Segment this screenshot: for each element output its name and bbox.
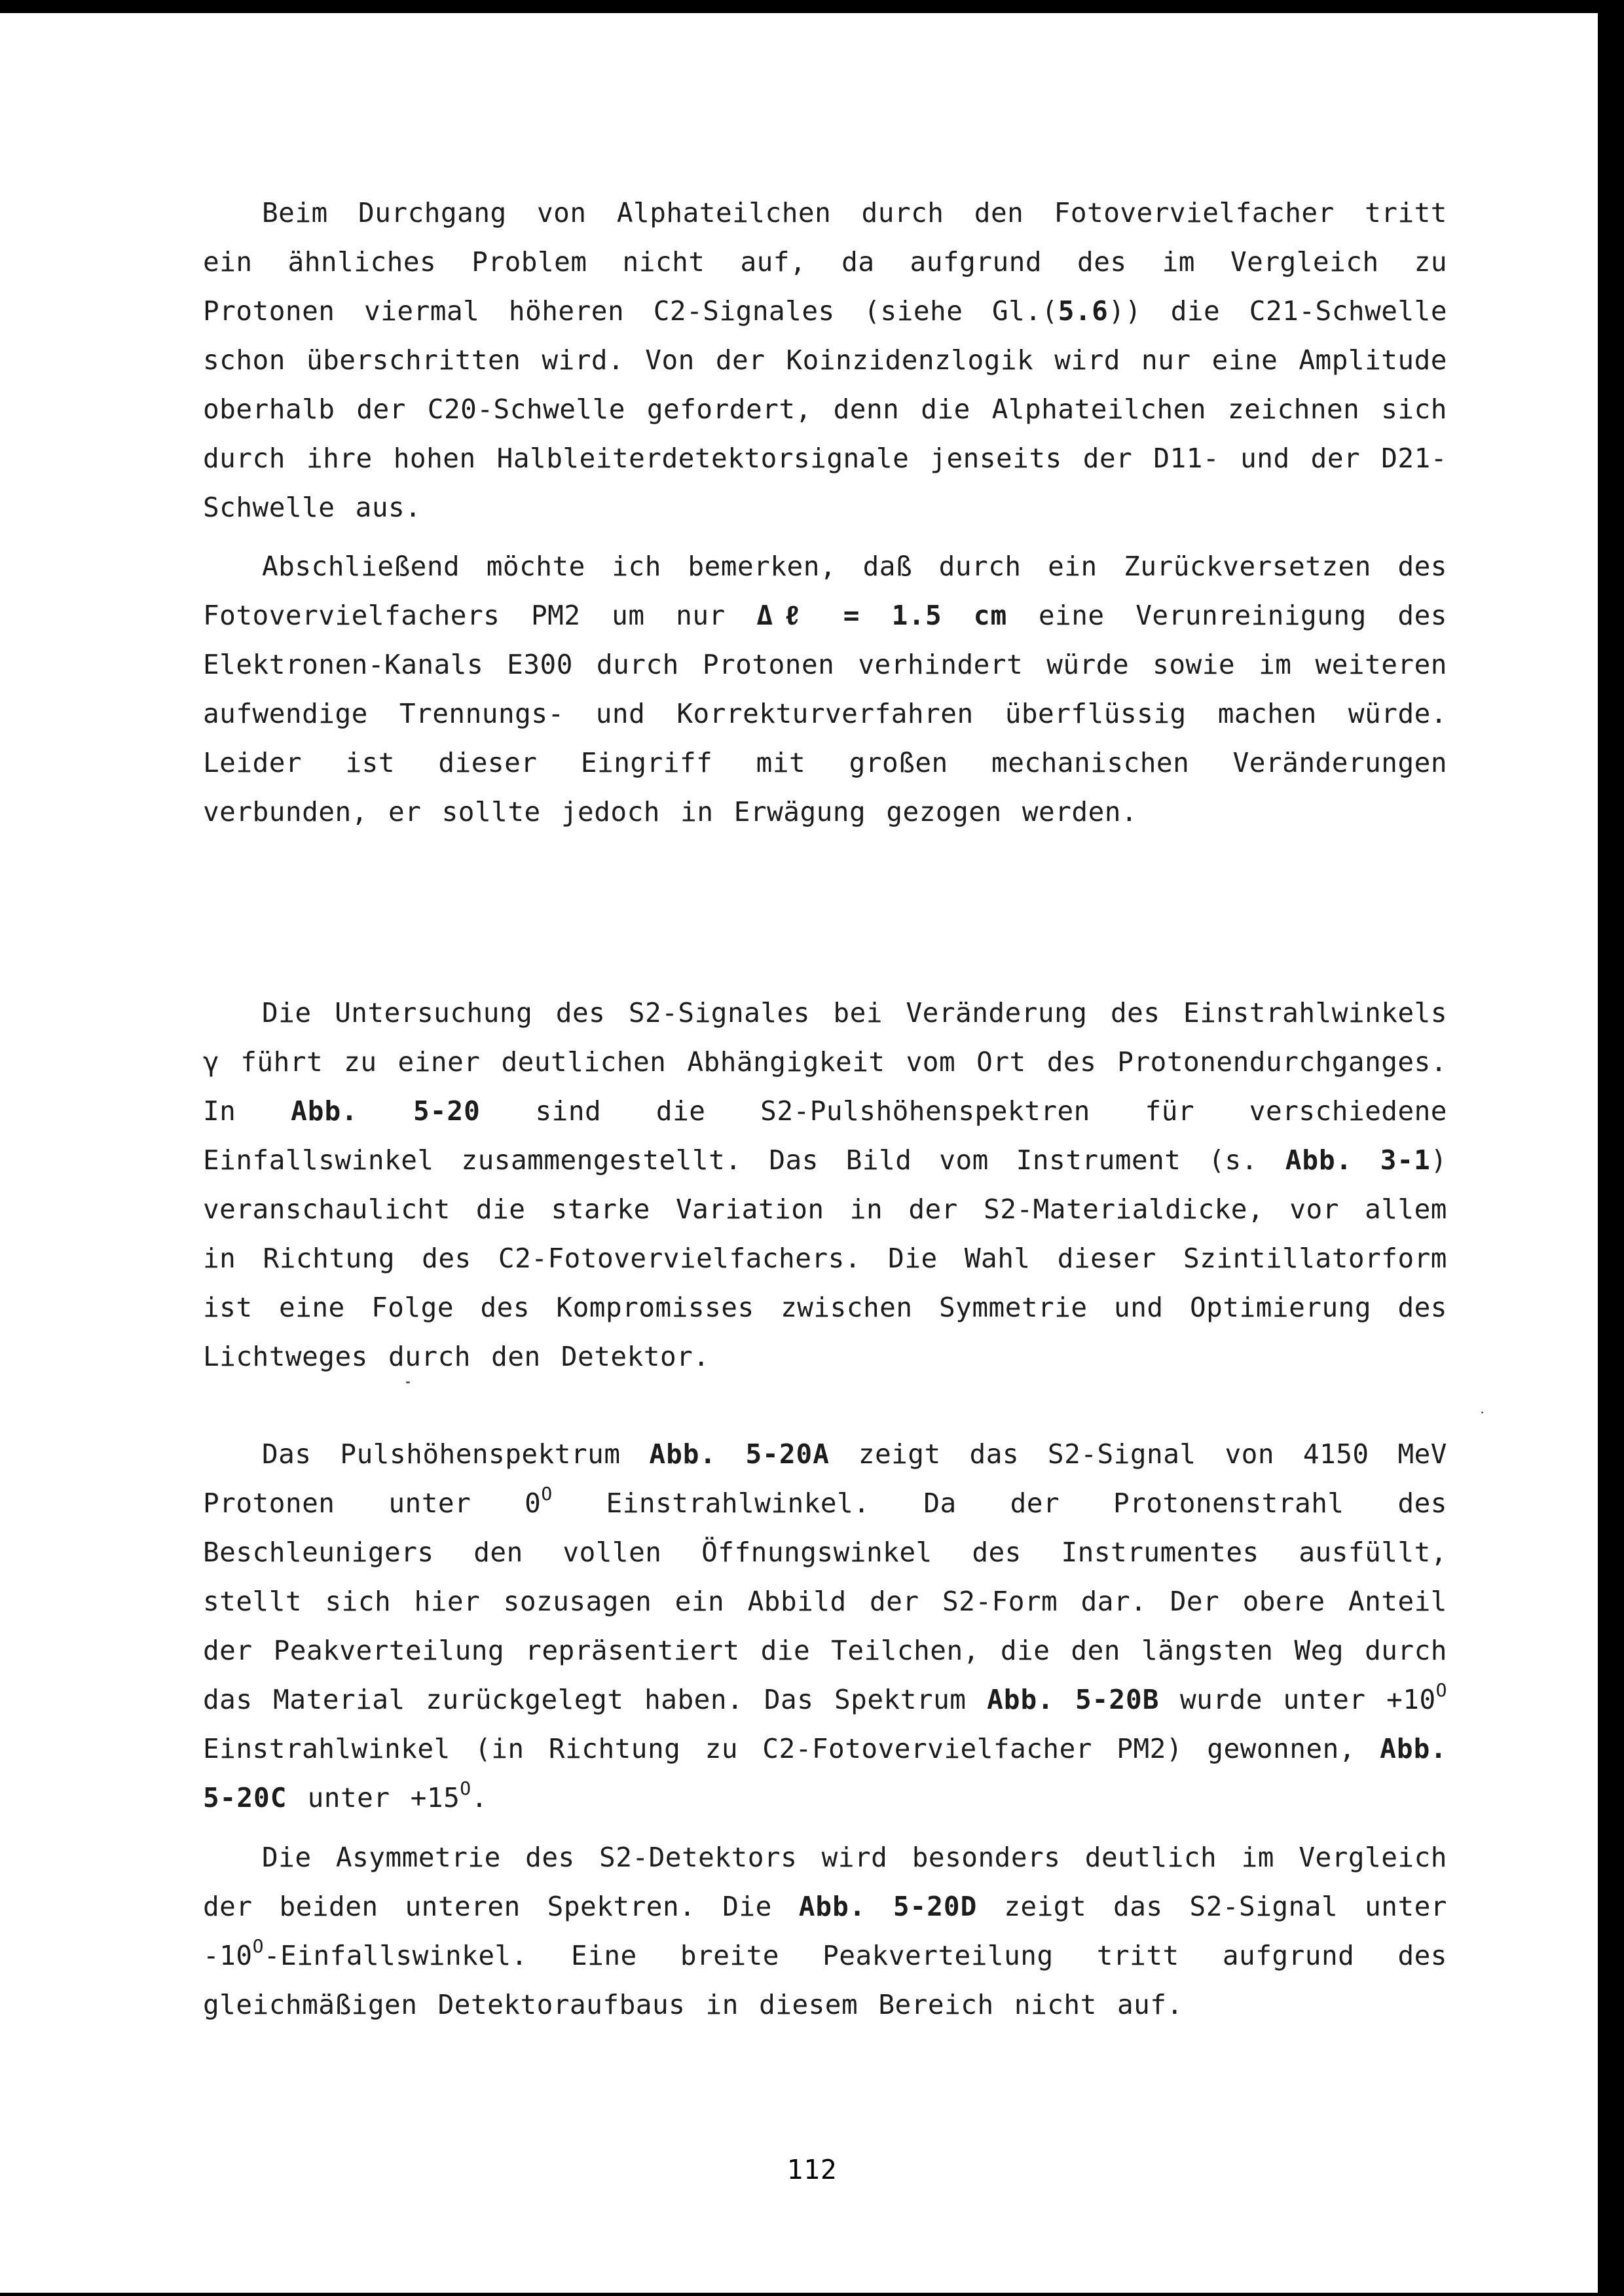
- paragraph-text: -Einfallswinkel. Eine breite Peakverteilung tritt aufgrund des gleichmäßigen Detektoraufbaus in diesem Bereich nicht auf.: [203, 1940, 1447, 2020]
- paragraph-text: )) die C21-Schwelle schon überschritten wird. Von der Koinzidenzlogik wird nur eine Amplitude oberhalb der C20-Schwelle gefordert, denn die Alphateilchen zeichnen sich durch ihre hohen Halbleiterdetektorsignale jenseits der D11- und der D21-Schwelle aus.: [203, 295, 1448, 523]
- paragraph-text: Beim Durchgang von Alphateilchen durch den Fotovervielfacher tritt ein ähnliches Problem nicht auf, da aufgrund des im Vergleich zu Protonen viermal höheren C2-Signales (siehe Gl.(: [203, 197, 1447, 327]
- figure-reference: Abb. 3-1: [1285, 1144, 1431, 1176]
- paragraph-s2-signal-angle: [203, 989, 1447, 1381]
- paragraph-conclusion-pm2: [203, 542, 1447, 837]
- paragraph-text: Das Pulshöhenspektrum: [262, 1438, 650, 1470]
- paragraph-text: Einstrahlwinkel. Da der Protonenstrahl des Beschleunigers den vollen Öffnungswinkel des Instrumentes ausfüllt, stellt sich hier sozusagen ein Abbild der S2-Form dar. Der obere Anteil der Peakverteilung repräsentiert die Teilchen, die den längsten Weg durch das Material zurückgelegt haben. Das Spektrum: [203, 1487, 1447, 1715]
- paragraph-text: wurde unter +10: [1159, 1684, 1436, 1715]
- degree-superscript: O: [1435, 1679, 1447, 1702]
- paragraph-text: sind die S2-Pulshöhenspektren für verschiedene Einfallswinkel zusammengestellt. Das Bild vom Instrument (s.: [203, 1095, 1447, 1176]
- paragraph-pulse-height-spectrum: [203, 1430, 1447, 1823]
- figure-reference: Abb. 5-20D: [798, 1891, 978, 1922]
- figure-reference: 5.6: [1058, 295, 1109, 327]
- paragraph-text: Die Untersuchung des S2-Signales bei Veränderung des Einstrahlwinkels γ führt zu einer deutlichen Abhängigkeit vom Ort des Protonendurchganges. In: [203, 997, 1447, 1127]
- paragraph-text: zeigt das S2-Signal unter -10: [203, 1891, 1447, 1971]
- scan-speck: [1481, 1412, 1483, 1413]
- figure-reference: Abb. 5-20A: [649, 1438, 830, 1470]
- paragraph-alpha-particles: [203, 189, 1447, 532]
- degree-superscript: O: [460, 1777, 471, 1800]
- paragraph-text: eine Verunreinigung des Elektronen-Kanals E300 durch Protonen verhindert würde sowie im weiteren aufwendige Trennungs- und Korrekturverfahren überflüssig machen würde. Leider ist dieser Eingriff mit großen mechanischen Veränderungen verbunden, er sollte jedoch in Erwägung gezogen werden.: [203, 600, 1447, 828]
- paragraph-text: Einstrahlwinkel (in Richtung zu C2-Fotovervielfacher PM2) gewonnen,: [203, 1733, 1380, 1764]
- degree-superscript: O: [252, 1935, 264, 1958]
- figure-reference: Abb. 5-20B: [987, 1684, 1160, 1715]
- paragraph-text: unter +15: [287, 1782, 460, 1813]
- paragraph-text: Abschließend möchte ich bemerken, daß durch ein Zurückversetzen des Fotovervielfachers PM2 um nur: [203, 551, 1447, 631]
- paragraph-text: Die Asymmetrie des S2-Detektors wird besonders deutlich im Vergleich der beiden unteren Spektren. Die: [203, 1842, 1447, 1922]
- figure-reference: Abb. 5-20C: [203, 1733, 1447, 1813]
- paragraph-s2-asymmetry: [203, 1833, 1447, 2030]
- paragraph-text: zeigt das S2-Signal von 4150 MeV Protonen unter 0: [203, 1438, 1447, 1519]
- scan-speck: [406, 1381, 410, 1383]
- figure-reference: Δℓ = 1.5 cm: [756, 600, 1008, 631]
- document-page: [0, 13, 1598, 2293]
- paragraph-text: ) veranschaulicht die starke Variation in der S2-Materialdicke, vor allem in Richtung des C2-Fotovervielfachers. Die Wahl dieser Szintillatorform ist eine Folge des Kompromisses zwischen Symmetrie und Optimierung des Lichtweges durch den Detektor.: [203, 1144, 1447, 1372]
- paragraph-text: .: [471, 1782, 488, 1813]
- degree-superscript: O: [541, 1483, 553, 1505]
- page-number: 112: [786, 2154, 838, 2185]
- figure-reference: Abb. 5-20: [291, 1095, 481, 1127]
